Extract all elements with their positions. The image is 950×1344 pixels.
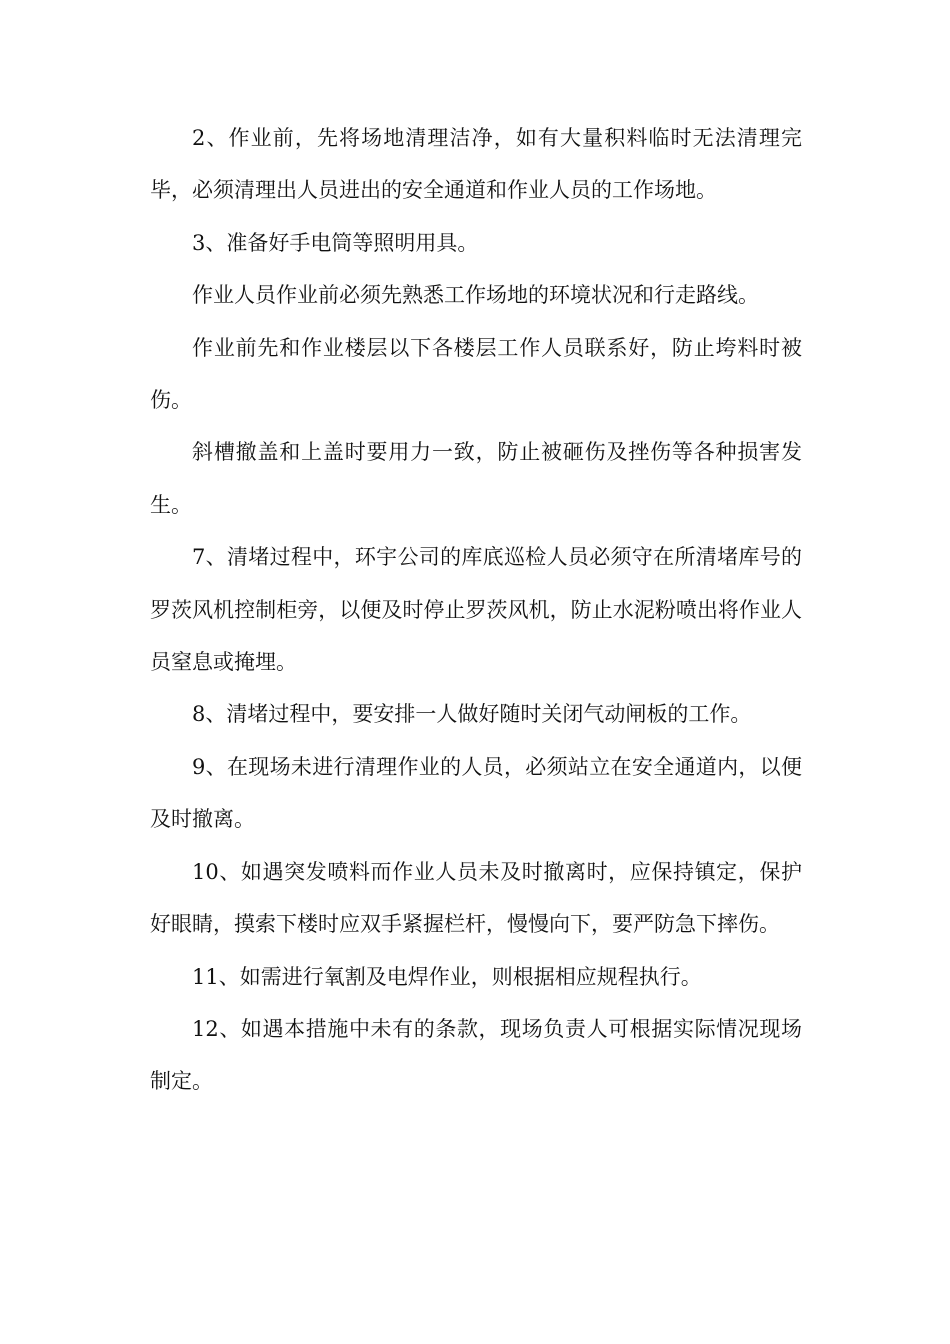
paragraph-step-7: 7、清堵过程中，环宇公司的库底巡检人员必须守在所清堵库号的罗茨风机控制柜旁，以便及时停止罗茨风机，防止水泥粉喷出将作业人员窒息或掩埋。 — [150, 545, 802, 675]
paragraph-contact-floors: 作业前先和作业楼层以下各楼层工作人员联系好，防止垮料时被伤。 — [150, 335, 802, 413]
document-body — [150, 112, 802, 1108]
paragraph-step-3: 3、准备好手电筒等照明用具。 — [192, 230, 479, 255]
paragraph-step-8: 8、清堵过程中，要安排一人做好随时关闭气动闸板的工作。 — [192, 702, 752, 727]
paragraph-familiarize: 作业人员作业前必须先熟悉工作场地的环境状况和行走路线。 — [192, 283, 759, 308]
paragraph-step-11: 11、如需进行氧割及电焊作业，则根据相应规程执行。 — [192, 964, 702, 989]
paragraph-step-12: 12、如遇本措施中未有的条款，现场负责人可根据实际情况现场制定。 — [150, 1016, 802, 1094]
paragraph-step-10: 10、如遇突发喷料而作业人员未及时撤离时，应保持镇定，保护好眼睛，摸索下楼时应双手紧握栏杆，慢慢向下，要严防急下摔伤。 — [150, 859, 802, 937]
paragraph-chute-cover: 斜槽撤盖和上盖时要用力一致，防止被砸伤及挫伤等各种损害发生。 — [150, 440, 802, 517]
paragraph-step-9: 9、在现场未进行清理作业的人员，必须站立在安全通道内，以便及时撤离。 — [150, 754, 802, 832]
paragraph-step-2: 2、作业前，先将场地清理洁净，如有大量积料临时无法清理完毕，必须清理出人员进出的安全通道和作业人员的工作场地。 — [150, 126, 802, 203]
